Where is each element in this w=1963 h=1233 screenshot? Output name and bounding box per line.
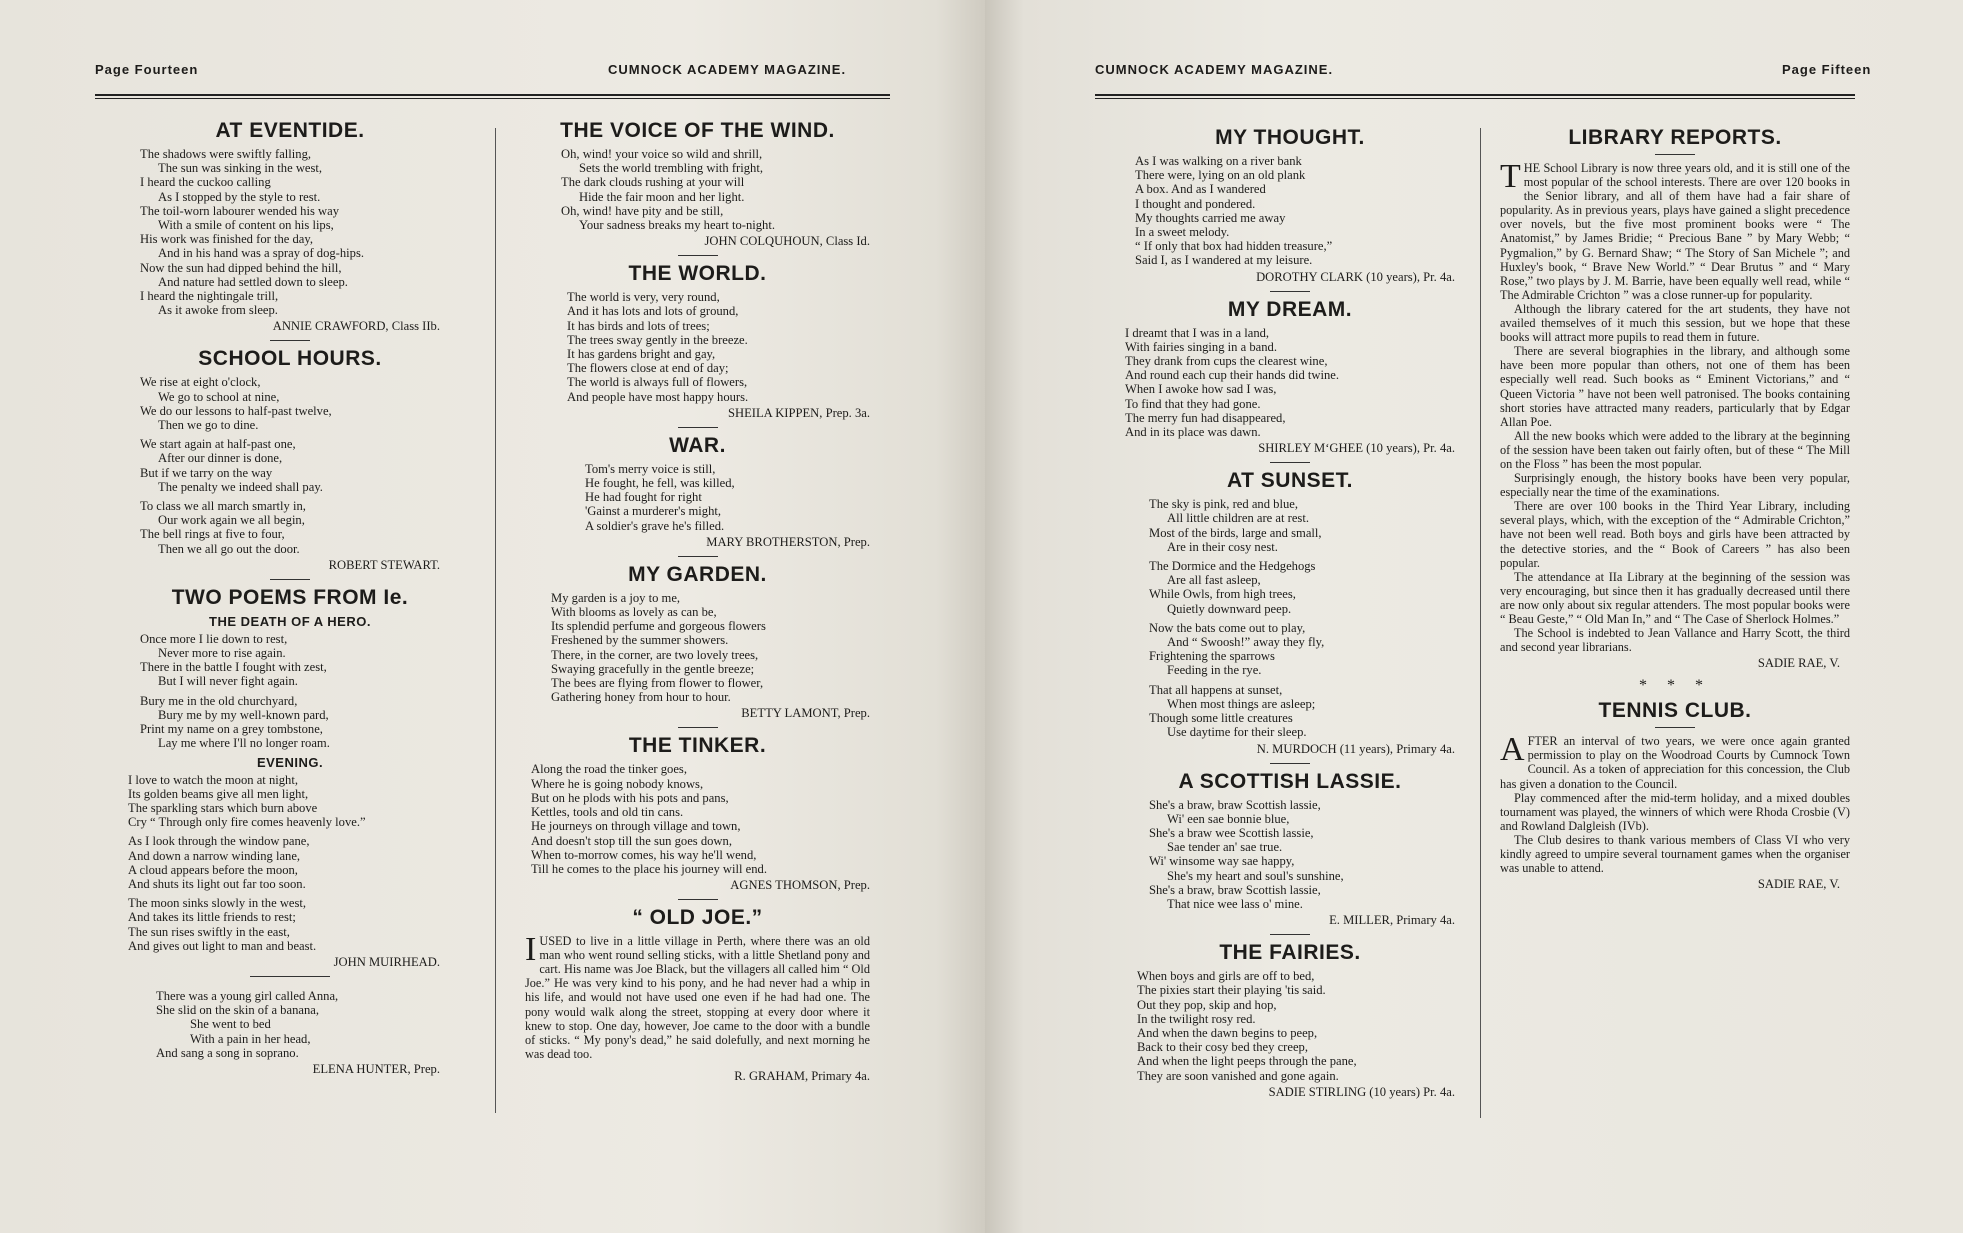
poem-line: When boys and girls are off to bed, (1137, 969, 1315, 984)
poem-author: AGNES THOMSON, Prep. (730, 878, 870, 893)
separator (250, 976, 330, 977)
poem-body (140, 147, 440, 317)
poem-line: There, in the corner, are two lovely trees, (551, 647, 759, 662)
poem-body (585, 462, 870, 533)
poem-the-world (525, 262, 870, 428)
poem-line: Never more to rise again. (158, 646, 286, 661)
poem-line: His work was finished for the day, (140, 232, 314, 247)
poem-line: To class we all march smartly in, (140, 499, 306, 514)
poem-body (567, 290, 870, 404)
poem-line: A cloud appears before the moon, (128, 862, 298, 877)
poem-line: He journeys on through village and town, (531, 819, 741, 834)
poem-author: JOHN COLQUHOUN, Class Id. (704, 234, 870, 249)
poem-title: MY GARDEN. (628, 562, 767, 586)
poem-school-hours (140, 347, 440, 579)
poem-line: Quietly downward peep. (1167, 601, 1292, 616)
poem-line: Oh, wind! have pity and be still, (561, 203, 724, 218)
poem-at-eventide (140, 119, 440, 341)
poem-line: And people have most happy hours. (567, 389, 749, 404)
poem-line: She's a braw wee Scottish lassie, (1149, 825, 1314, 840)
poem-line: The sparkling stars which burn above (128, 800, 318, 815)
column-divider (495, 128, 496, 1113)
story-title: “ OLD JOE.” (632, 906, 763, 930)
report-body (1500, 158, 1850, 655)
poem-line: Print my name on a grey tombstone, (140, 722, 323, 737)
poem-line: Oh, wind! your voice so wild and shrill, (561, 147, 763, 161)
poem-line: But if we tarry on the way (140, 465, 273, 480)
poem-line: He had fought for right (585, 490, 702, 505)
section-stars: * * * (1639, 677, 1711, 695)
poem-line: My garden is a joy to me, (551, 590, 681, 605)
header-rule (1095, 94, 1855, 99)
poem-line: The world is very, very round, (567, 290, 720, 305)
report-paragraph: Surprisingly enough, the history books have been very popular, especially near the time of the examinations. (1500, 471, 1850, 500)
poem-my-thought (1125, 126, 1455, 292)
library-reports (1500, 126, 1850, 695)
poem-line: Frightening the sparrows (1149, 649, 1275, 664)
poem-line: The penalty we indeed shall pay. (158, 479, 323, 494)
poem-line: When I awoke how sad I was, (1125, 382, 1277, 397)
poem-author: JOHN MUIRHEAD. (333, 954, 440, 969)
poem-line: Sae tender an' sae true. (1167, 840, 1283, 855)
poem-line: Gathering honey from hour to hour. (551, 690, 731, 705)
poem-line: And doesn't stop till the sun goes down, (531, 833, 732, 848)
poem-line: The toil-worn labourer wended his way (140, 203, 339, 218)
poem-line: Wi' winsome way sae happy, (1149, 854, 1295, 869)
poem-the-tinker (525, 734, 870, 900)
poem-body (1149, 497, 1455, 739)
magazine-title: CUMNOCK ACADEMY MAGAZINE. (608, 62, 847, 77)
poem-line: And when the light peeps through the pane, (1137, 1054, 1357, 1069)
poem-line: And takes its little friends to rest; (128, 910, 296, 925)
page-fifteen (985, 0, 1963, 1233)
drop-cap: A (1500, 731, 1525, 769)
poem-body (561, 147, 870, 232)
poem-line: Its splendid perfume and gorgeous flowers (551, 619, 766, 634)
poem-line: The dark clouds rushing at your will (561, 175, 745, 190)
poem-title: A SCOTTISH LASSIE. (1178, 769, 1402, 793)
column-divider (1480, 128, 1481, 1118)
section-title: TWO POEMS FROM Ie. (171, 585, 409, 609)
poem-line: And down a narrow winding lane, (128, 848, 301, 863)
page-number: Page Fourteen (95, 62, 199, 77)
separator (1655, 154, 1695, 155)
poem-line: The sky is pink, red and blue, (1149, 497, 1298, 512)
poem-line: When most things are asleep; (1167, 696, 1316, 711)
poem-line: And round each cup their hands did twine. (1125, 368, 1340, 383)
poem-line: With a pain in her head, (190, 1031, 311, 1046)
poem-line: And sang a song in soprano. (156, 1045, 299, 1060)
poem-scottish-lassie (1125, 770, 1455, 936)
poem-title: WAR. (669, 433, 726, 457)
poem-line: The world is always full of flowers, (567, 375, 748, 390)
poem-line: As it awoke from sleep. (158, 303, 278, 318)
poem-line: It has gardens bright and gay, (567, 347, 716, 362)
poem-line: Swaying gracefully in the gentle breeze; (551, 661, 755, 676)
report-paragraph: Play commenced after the mid-term holiday, and a mixed doubles tournament was played, the winners of which were Rhoda Crosbie (V) and Rowland Dalgleish (IVb). (1500, 790, 1850, 833)
poem-body (1149, 798, 1455, 912)
poem-line: A soldier's grave he's filled. (585, 518, 725, 533)
poem-line: Bury me by my well-known pard, (158, 707, 329, 722)
poem-line: That all happens at sunset, (1149, 682, 1283, 697)
separator (678, 427, 718, 428)
poem-body (1125, 326, 1455, 440)
poem-author: MARY BROTHERSTON, Prep. (706, 534, 870, 549)
poem-line: Till he comes to the place his journey will end. (531, 861, 767, 876)
poem-line: A box. And as I wandered (1135, 182, 1266, 197)
report-author: SADIE RAE, V. (1757, 877, 1840, 892)
poem-line: The moon sinks slowly in the west, (128, 896, 307, 911)
poem-line: After our dinner is done, (158, 451, 283, 466)
poem-line: We start again at half-past one, (140, 437, 296, 452)
poem-line: Its golden beams give all men light, (128, 786, 309, 801)
poem-body (156, 989, 440, 1060)
poem-war (525, 434, 870, 557)
poem-body (140, 375, 440, 555)
poem-body (140, 632, 440, 751)
separator (1270, 934, 1310, 935)
poem-author: ROBERT STEWART. (328, 557, 440, 572)
poem-author: E. MILLER, Primary 4a. (1329, 913, 1455, 928)
poem-line: Lay me where I'll no longer roam. (158, 736, 330, 751)
poem-line: She slid on the skin of a banana, (156, 1003, 319, 1018)
poem-line: Hide the fair moon and her light. (579, 189, 745, 204)
separator (678, 899, 718, 900)
poem-line: Wi' een sae bonnie blue, (1167, 811, 1290, 826)
poem-line: I dreamt that I was in a land, (1125, 325, 1270, 340)
poem-line: To find that they had gone. (1125, 396, 1261, 411)
separator (678, 255, 718, 256)
poem-line: Now the sun had dipped behind the hill, (140, 260, 342, 275)
poem-title: THE VOICE OF THE WIND. (560, 119, 835, 142)
header-rule (95, 94, 890, 99)
poem-line: Sets the world trembling with fright, (579, 161, 763, 176)
report-title: TENNIS CLUB. (1598, 699, 1752, 723)
poem-line: They are soon vanished and gone again. (1137, 1068, 1339, 1083)
poem-line: Freshened by the summer showers. (551, 633, 729, 648)
poem-my-garden (525, 563, 870, 729)
poem-line: Now the bats come out to play, (1149, 620, 1306, 635)
right-column-2 (1500, 122, 1850, 898)
poem-subtitle: THE DEATH OF A HERO. (209, 613, 371, 629)
poem-line: Most of the birds, large and small, (1149, 525, 1322, 540)
poem-line: As I stopped by the style to rest. (158, 189, 321, 204)
poem-line: The trees sway gently in the breeze. (567, 332, 748, 347)
poem-line: With a smile of content on his lips, (158, 218, 334, 233)
report-paragraph: There are over 100 books in the Third Year Library, including several plays, which, with the exception of the “ Admirable Crichton,” have not been well read. Both boys and girls have been attracted by the detective stories, and the “ Book of Careers ” has also been popular. (1500, 499, 1850, 570)
story-author: R. GRAHAM, Primary 4a. (734, 1068, 870, 1083)
poem-title: MY DREAM. (1227, 297, 1353, 321)
separator (678, 556, 718, 557)
poem-line: All little children are at rest. (1167, 511, 1309, 526)
poem-line: The shadows were swiftly falling, (140, 147, 312, 161)
separator (1270, 291, 1310, 292)
poem-title: AT SUNSET. (1227, 469, 1353, 493)
left-column-1 (128, 115, 440, 1083)
poem-line: Once more I lie down to rest, (140, 631, 288, 646)
poem-line: Then we all go out the door. (158, 541, 300, 556)
two-poems-from-ie (128, 585, 440, 977)
poem-line: She went to bed (190, 1017, 271, 1032)
poem-line: Said I, as I wandered at my leisure. (1135, 253, 1313, 268)
story-body (525, 931, 870, 1061)
poem-author: SADIE STIRLING (10 years) Pr. 4a. (1268, 1084, 1455, 1099)
poem-line: As I look through the window pane, (128, 834, 310, 849)
poem-line: It has birds and lots of trees; (567, 318, 710, 333)
magazine-title: CUMNOCK ACADEMY MAGAZINE. (1095, 62, 1334, 77)
poem-line: And when the dawn begins to peep, (1137, 1025, 1318, 1040)
report-paragraph: FTER an interval of two years, we were once again granted permission to play on the Woodroad Courts by Cumnock Town Council. As a token of appreciation for this concession, the Club has given a donation to the Council. (1500, 734, 1850, 791)
left-column-2 (525, 115, 870, 1090)
poem-line: And shuts its light out far too soon. (128, 876, 306, 891)
poem-author: BETTY LAMONT, Prep. (741, 706, 870, 721)
drop-cap: T (1500, 158, 1521, 195)
poem-anna (140, 989, 440, 1077)
poem-line: The sun rises swiftly in the east, (128, 924, 290, 939)
poem-title: AT EVENTIDE. (215, 119, 365, 142)
poem-subtitle: EVENING. (256, 754, 324, 770)
poem-line: In the twilight rosy red. (1137, 1011, 1256, 1026)
report-paragraph: The School is indebted to Jean Vallance and Harry Scott, the third and second year librarians. (1500, 626, 1850, 655)
poem-line: I heard the cuckoo calling (140, 175, 271, 190)
report-paragraph: All the new books which were added to the library at the beginning of the session have been taken out fairly often, but of these “ The Mill on the Floss ” has been the most popular. (1500, 428, 1850, 471)
report-paragraph: Although the library catered for the art students, they have not availed themselves of it much this session, but we hope that these books will attract more pupils to read them in future. (1500, 301, 1850, 345)
poem-line: Feeding in the rye. (1167, 663, 1262, 678)
poem-line: Out they pop, skip and hop, (1137, 997, 1277, 1012)
right-column-1 (1125, 122, 1455, 1106)
poem-body (1135, 154, 1455, 268)
poem-line: “ If only that box had hidden treasure,” (1135, 239, 1333, 254)
poem-line: I thought and pondered. (1135, 196, 1256, 211)
separator (1270, 763, 1310, 764)
poem-line: Where he is going nobody knows, (531, 776, 704, 791)
report-paragraph: The attendance at IIa Library at the beginning of the session was very encouraging, but since then it has gradually decreased until there are now only about six regular attenders. The most popular books were “ Beau Geste,” “ Old Man In,” and “ The Case of Sherlock Holmes.” (1500, 569, 1850, 626)
poem-line: The flowers close at end of day; (567, 361, 729, 376)
poem-line: They drank from cups the clearest wine, (1125, 354, 1328, 369)
poem-line: There were, lying on an old plank (1135, 168, 1306, 183)
poem-line: 'Gainst a murderer's might, (585, 504, 722, 519)
poem-line: When to-morrow comes, his way he'll wend, (531, 847, 757, 862)
separator (270, 579, 310, 580)
poem-author: N. MURDOCH (11 years), Primary 4a. (1256, 741, 1455, 756)
poem-line: She's my heart and soul's sunshine, (1167, 868, 1344, 883)
poem-line: With fairies singing in a band. (1125, 339, 1277, 354)
poem-line: Tom's merry voice is still, (585, 461, 716, 476)
poem-my-dream (1125, 298, 1455, 464)
poem-line: We rise at eight o'clock, (140, 375, 261, 390)
poem-line: My thoughts carried me away (1135, 210, 1286, 225)
poem-line: And nature had settled down to sleep. (158, 274, 348, 289)
poem-line: There in the battle I fought with zest, (140, 660, 327, 675)
poem-line: Are in their cosy nest. (1167, 539, 1278, 554)
poem-line: I heard the nightingale trill, (140, 289, 279, 304)
poem-body (551, 591, 870, 705)
poem-line: The sun was sinking in the west, (158, 161, 323, 176)
report-body (1500, 731, 1850, 876)
report-paragraph: HE School Library is now three years old, and it is still one of the most popular of the school interests. There are over 120 books in the Senior library, and all of them have had a fair share of popularity. As in previous years, plays have gained a slight precedence over novels, but the five most prominent books were “ The Anatomist,” by James Bridie; “ Precious Bane ” by Mary Webb; “ Pygmalion,” by G. Bernard Shaw; “ The Story of San Michele ”; and Huxley's book, “ Brave New World.” “ Dear Brutus ” and “ Mary Rose,” two plays by J. M. Barrie, have been equally well read, while “ The Admirable Crichton ” was a close runner-up for popularity. (1500, 161, 1850, 302)
poem-line: That nice wee lass o' mine. (1167, 896, 1303, 911)
poem-line: He fought, he fell, was killed, (585, 476, 735, 491)
poem-title: THE WORLD. (628, 262, 767, 286)
poem-line: Your sadness breaks my heart to-night. (579, 218, 775, 233)
poem-line: As I was walking on a river bank (1135, 154, 1302, 168)
separator (678, 727, 718, 728)
poem-body (1137, 969, 1455, 1083)
poem-title: THE TINKER. (628, 734, 767, 758)
tennis-club (1500, 699, 1850, 892)
poem-title: MY THOUGHT. (1215, 126, 1365, 149)
poem-line: The Dormice and the Hedgehogs (1149, 559, 1316, 574)
separator (270, 340, 310, 341)
poem-line: But I will never fight again. (158, 674, 298, 689)
poem-line: She's a braw, braw Scottish lassie, (1149, 797, 1321, 812)
poem-line: Cry “ Through only fire comes heavenly love.” (128, 815, 366, 830)
poem-line: Back to their cosy bed they creep, (1137, 1040, 1308, 1055)
poem-author: SHIRLEY M‘GHEE (10 years), Pr. 4a. (1258, 441, 1455, 456)
poem-line: And “ Swoosh!” away they fly, (1167, 635, 1325, 650)
poem-at-sunset (1125, 469, 1455, 763)
poem-line: Are all fast asleep, (1167, 573, 1261, 588)
report-paragraph: There are several biographies in the library, and although some have been more popular than others, not one of them has been especially well read. Such books as “ Eminent Victorians,” and “ Queen Victoria ” have not been well patronised. The books containing short stories have attracted many readers, particularly that by Edgar Allan Poe. (1500, 344, 1850, 429)
report-title: LIBRARY REPORTS. (1568, 126, 1782, 149)
poem-line: And gives out light to man and beast. (128, 938, 317, 953)
poem-line: And in its place was dawn. (1125, 425, 1261, 440)
poem-line: The bell rings at five to four, (140, 527, 285, 542)
poem-line: She's a braw, braw Scottish lassie, (1149, 882, 1321, 897)
poem-voice-of-the-wind (525, 119, 870, 256)
poem-line: But on he plods with his pots and pans, (531, 790, 729, 805)
poem-title: THE FAIRIES. (1219, 941, 1361, 965)
poem-line: With blooms as lovely as can be, (551, 605, 717, 620)
poem-body (531, 762, 870, 876)
poem-author: ELENA HUNTER, Prep. (312, 1061, 440, 1076)
separator (1655, 727, 1695, 728)
page-number: Page Fifteen (1782, 62, 1872, 77)
poem-line: Though some little creatures (1149, 711, 1293, 726)
poem-line: I love to watch the moon at night, (128, 772, 298, 787)
poem-line: Along the road the tinker goes, (531, 762, 687, 777)
poem-line: Kettles, tools and old tin cans. (531, 805, 684, 820)
report-author: SADIE RAE, V. (1757, 656, 1840, 671)
poem-line: Use daytime for their sleep. (1167, 725, 1307, 740)
poem-author: ANNIE CRAWFORD, Class IIb. (272, 319, 440, 334)
poem-line: The merry fun had disappeared, (1125, 410, 1286, 425)
story-old-joe (525, 906, 870, 1084)
poem-line: The pixies start their playing 'tis said. (1137, 983, 1326, 998)
story-text: USED to live in a little village in Perth, where there was an old man who went round selling sticks, with a little Shetland pony and cart. His name was Joe Black, but the villagers all called him “ Old Joe.” He was very kind to his pony, and he had never had a whip in his life, and would not have used one even if he had had one. The pony would walk along the street, stopping at every door where it knew to stop. One day, however, Joe came to the door with a bundle of sticks. “ My pony's dead,” he said dolefully, and next morning he was dead too. (525, 934, 870, 1061)
drop-cap: I (525, 931, 537, 969)
poem-line: In a sweet melody. (1135, 225, 1230, 240)
poem-title: SCHOOL HOURS. (198, 347, 382, 371)
poem-author: SHEILA KIPPEN, Prep. 3a. (727, 405, 870, 420)
poem-line: The bees are flying from flower to flower, (551, 676, 764, 691)
report-paragraph: The Club desires to thank various members of Class VI who very kindly agreed to umpire several tournament games when the organiser was unable to attend. (1500, 832, 1850, 876)
poem-the-fairies (1125, 941, 1455, 1100)
poem-line: And in his hand was a spray of dog-hips. (158, 246, 365, 261)
poem-line: Then we go to dine. (158, 418, 259, 433)
poem-line: While Owls, from high trees, (1149, 587, 1296, 602)
poem-line: There was a young girl called Anna, (156, 988, 339, 1003)
poem-line: And it has lots and lots of ground, (567, 304, 739, 319)
poem-line: Bury me in the old churchyard, (140, 693, 298, 708)
poem-body (128, 773, 440, 953)
poem-line: We go to school at nine, (158, 389, 280, 404)
poem-line: Our work again we all begin, (158, 513, 305, 528)
poem-author: DOROTHY CLARK (10 years), Pr. 4a. (1256, 269, 1455, 284)
separator (1270, 462, 1310, 463)
poem-line: We do our lessons to half-past twelve, (140, 403, 332, 418)
